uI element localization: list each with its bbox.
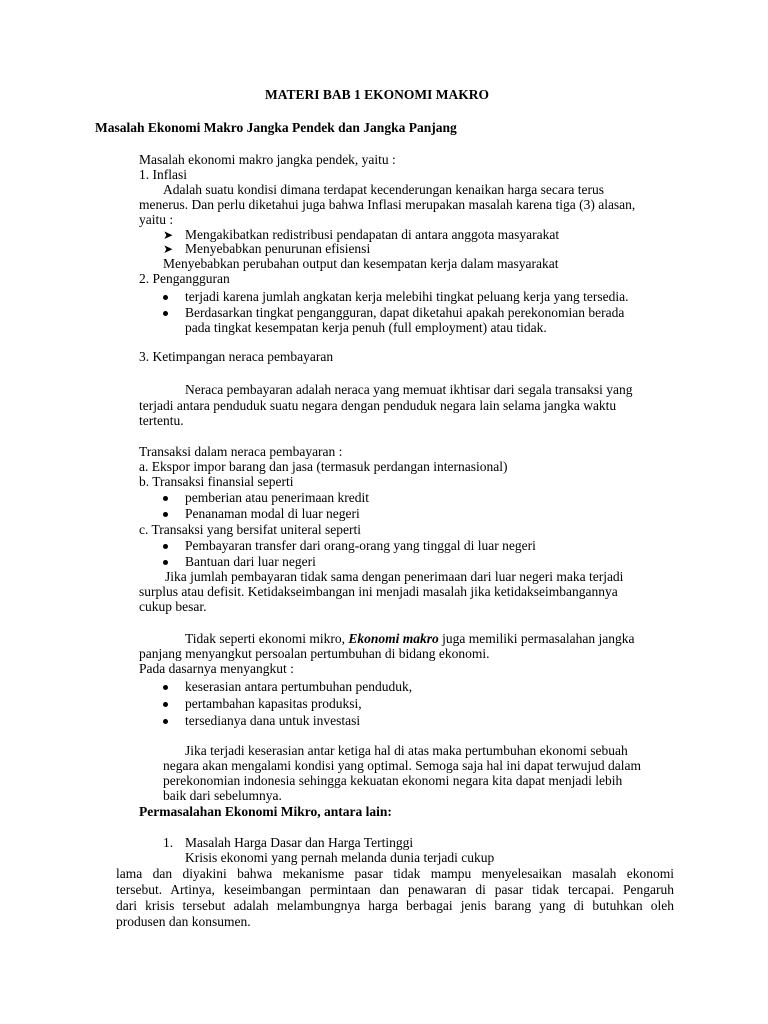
text-line: Pada dasarnya menyangkut :	[139, 661, 294, 676]
list-number: 1.	[163, 835, 174, 850]
list-item: Pembayaran transfer dari orang-orang yang tinggal di luar negeri	[185, 538, 536, 553]
text-line: cukup besar.	[139, 599, 207, 614]
text-line: Menyebabkan perubahan output dan kesempatan kerja dalam masyarakat	[163, 256, 559, 271]
list-item: Bantuan dari luar negeri	[185, 554, 316, 569]
list-item: Penanaman modal di luar negeri	[185, 506, 360, 521]
list-heading: 1. Inflasi	[139, 167, 187, 182]
list-item: pada tingkat kesempatan kerja penuh (full employment) atau tidak.	[185, 320, 547, 335]
list-item: pertambahan kapasitas produksi,	[185, 696, 362, 711]
text-run: Tidak seperti ekonomi mikro,	[185, 631, 349, 646]
text-line: tertentu.	[139, 413, 184, 428]
text-line: lama dan diyakini bahwa mekanisme pasar tidak mampu menyelesaikan masalah ekonomi	[116, 866, 674, 881]
list-heading: 3. Ketimpangan neraca pembayaran	[139, 349, 334, 364]
text-line: Masalah ekonomi makro jangka pendek, yaitu :	[139, 152, 396, 167]
text-line: b. Transaksi finansial seperti	[139, 474, 294, 489]
bullet-icon	[163, 719, 168, 724]
text-line: baik dari sebelumnya.	[163, 788, 282, 803]
text-line: yaitu :	[139, 212, 174, 227]
section-heading: Permasalahan Ekonomi Mikro, antara lain:	[139, 804, 392, 819]
text-line: a. Ekspor impor barang dan jasa (termasuk perdangan internasional)	[139, 459, 508, 474]
list-heading: 2. Pengangguran	[139, 271, 230, 286]
list-item: terjadi karena jumlah angkatan kerja melebihi tingkat peluang kerja yang tersedia.	[185, 289, 629, 304]
bullet-icon	[163, 512, 168, 517]
text-line: menerus. Dan perlu diketahui juga bahwa Inflasi merupakan masalah karena tiga (3) alasan,	[139, 197, 636, 212]
list-item: tersedianya dana untuk investasi	[185, 713, 361, 728]
text-line: Jika terjadi keserasian antar ketiga hal di atas maka pertumbuhan ekonomi sebuah	[185, 743, 628, 758]
bullet-icon	[163, 295, 168, 300]
bullet-icon	[163, 702, 168, 707]
arrow-bullet-icon: ➤	[163, 242, 174, 256]
text-run: juga memiliki permasalahan jangka	[438, 631, 635, 646]
text-line: Krisis ekonomi yang pernah melanda dunia terjadi cukup	[185, 850, 495, 865]
bullet-icon	[163, 544, 168, 549]
emphasis-text: Ekonomi makro	[348, 631, 439, 646]
text-line: negara akan mengalami kondisi yang optimal. Semoga saja hal ini dapat terwujud dalam	[163, 758, 641, 773]
text-line: produsen dan konsumen.	[116, 914, 251, 929]
list-heading: Masalah Harga Dasar dan Harga Tertinggi	[185, 835, 414, 850]
text-line: Transaksi dalam neraca pembayaran :	[139, 444, 343, 459]
bullet-icon	[163, 685, 168, 690]
text-line: tersebut. Artinya, keseimbangan permintaan dan penawaran di pasar tidak tercapai. Pengaruh	[116, 882, 674, 897]
text-line: perekonomian indonesia sehingga kekuatan ekonomi negara kita dapat menjadi lebih	[163, 773, 623, 788]
list-item: Berdasarkan tingkat pengangguran, dapat diketahui apakah perekonomian berada	[185, 305, 625, 320]
text-line: terjadi antara penduduk suatu negara dengan penduduk negara lain selama jangka waktu	[139, 398, 617, 413]
text-line: panjang menyangkut persoalan pertumbuhan di bidang ekonomi.	[139, 646, 490, 661]
text-line: dari krisis tersebut adalah melambungnya harga berbagai jenis barang yang di butuhkan oleh	[116, 898, 674, 913]
bullet-icon	[163, 311, 168, 316]
list-item: Mengakibatkan redistribusi pendapatan di antara anggota masyarakat	[185, 227, 560, 242]
bullet-icon	[163, 496, 168, 501]
text-line: c. Transaksi yang bersifat uniteral seperti	[139, 522, 361, 537]
text-line: surplus atau defisit. Ketidakseimbangan ini menjadi masalah jika ketidakseimbangannya	[139, 584, 618, 599]
list-item: Menyebabkan penurunan efisiensi	[185, 241, 371, 256]
text-line: Adalah suatu kondisi dimana terdapat kecenderungan kenaikan harga secara terus	[163, 182, 604, 197]
list-item: pemberian atau penerimaan kredit	[185, 490, 370, 505]
bullet-icon	[163, 560, 168, 565]
section-heading: Masalah Ekonomi Makro Jangka Pendek dan Jangka Panjang	[95, 120, 457, 135]
list-item: keserasian antara pertumbuhan penduduk,	[185, 679, 413, 694]
arrow-bullet-icon: ➤	[163, 228, 174, 242]
text-line	[185, 631, 634, 647]
text-line: Jika jumlah pembayaran tidak sama dengan penerimaan dari luar negeri maka terjadi	[165, 569, 624, 584]
document-title: MATERI BAB 1 EKONOMI MAKRO	[265, 87, 490, 102]
text-line: Neraca pembayaran adalah neraca yang memuat ikhtisar dari segala transaksi yang	[185, 382, 633, 397]
